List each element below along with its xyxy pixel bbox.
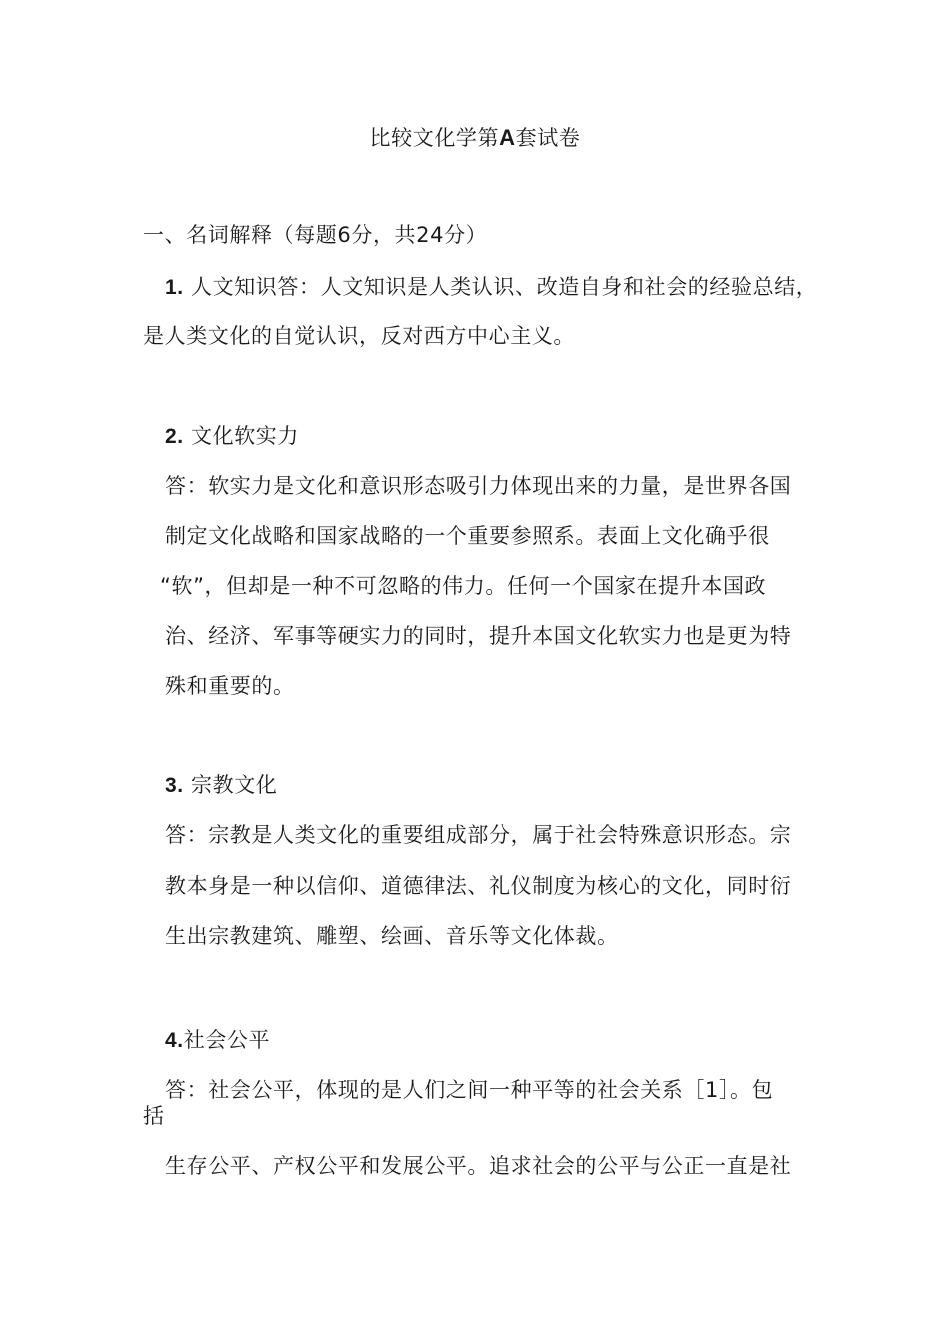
item-answer-line: 答：人文知识是人类认识、改造自身和社会的经验总结， <box>277 275 818 299</box>
item-answer-line: 答：宗教是人类文化的重要组成部分，属于社会特殊意识形态。宗 <box>165 823 792 847</box>
item-answer-line: 治、经济、军事等硬实力的同时，提升本国文化软实力也是更为特 <box>165 624 792 648</box>
item-answer-line: 殊和重要的。 <box>165 674 295 698</box>
title-text-before: 比较文化学第 <box>369 126 500 150</box>
item-number: 2. <box>165 425 184 448</box>
item-answer-line: “软”，但却是一种不可忽略的伟力。任何一个国家在提升本国政 <box>160 574 767 598</box>
item-answer-line: 生存公平、产权公平和发展公平。追求社会的公平与公正一直是社 <box>165 1154 792 1178</box>
item-2-heading <box>165 422 299 451</box>
item-4-heading <box>165 1026 270 1055</box>
section-heading: 一、名词解释（每题6分，共24分） <box>143 223 488 247</box>
item-answer-line: 答：社会公平，体现的是人们之间一种平等的社会关系［1］。包 <box>165 1078 774 1102</box>
item-term: 宗教文化 <box>191 773 278 797</box>
item-number: 3. <box>165 774 184 797</box>
item-3-heading <box>165 771 277 800</box>
item-term: 社会公平 <box>183 1028 271 1052</box>
item-answer-line: 是人类文化的自觉认识，反对西方中心主义。 <box>143 324 575 348</box>
item-number: 1. <box>165 276 184 299</box>
item-number: 4. <box>165 1029 184 1052</box>
item-answer-line: 括 <box>143 1104 165 1128</box>
item-term: 人文知识 <box>191 275 278 299</box>
item-1-heading <box>165 273 817 302</box>
item-answer-line: 教本身是一种以信仰、道德律法、礼仪制度为核心的文化，同时衍 <box>165 874 792 898</box>
document-title <box>0 124 950 152</box>
item-answer-line: 生出宗教建筑、雕塑、绘画、音乐等文化体裁。 <box>165 924 619 948</box>
title-text-after: 套试卷 <box>515 126 581 150</box>
item-term: 文化软实力 <box>191 424 299 448</box>
item-answer-line: 制定文化战略和国家战略的一个重要参照系。表面上文化确乎很 <box>165 524 770 548</box>
item-answer-line: 答：软实力是文化和意识形态吸引力体现出来的力量，是世界各国 <box>165 474 792 498</box>
title-letter: A <box>499 125 516 150</box>
